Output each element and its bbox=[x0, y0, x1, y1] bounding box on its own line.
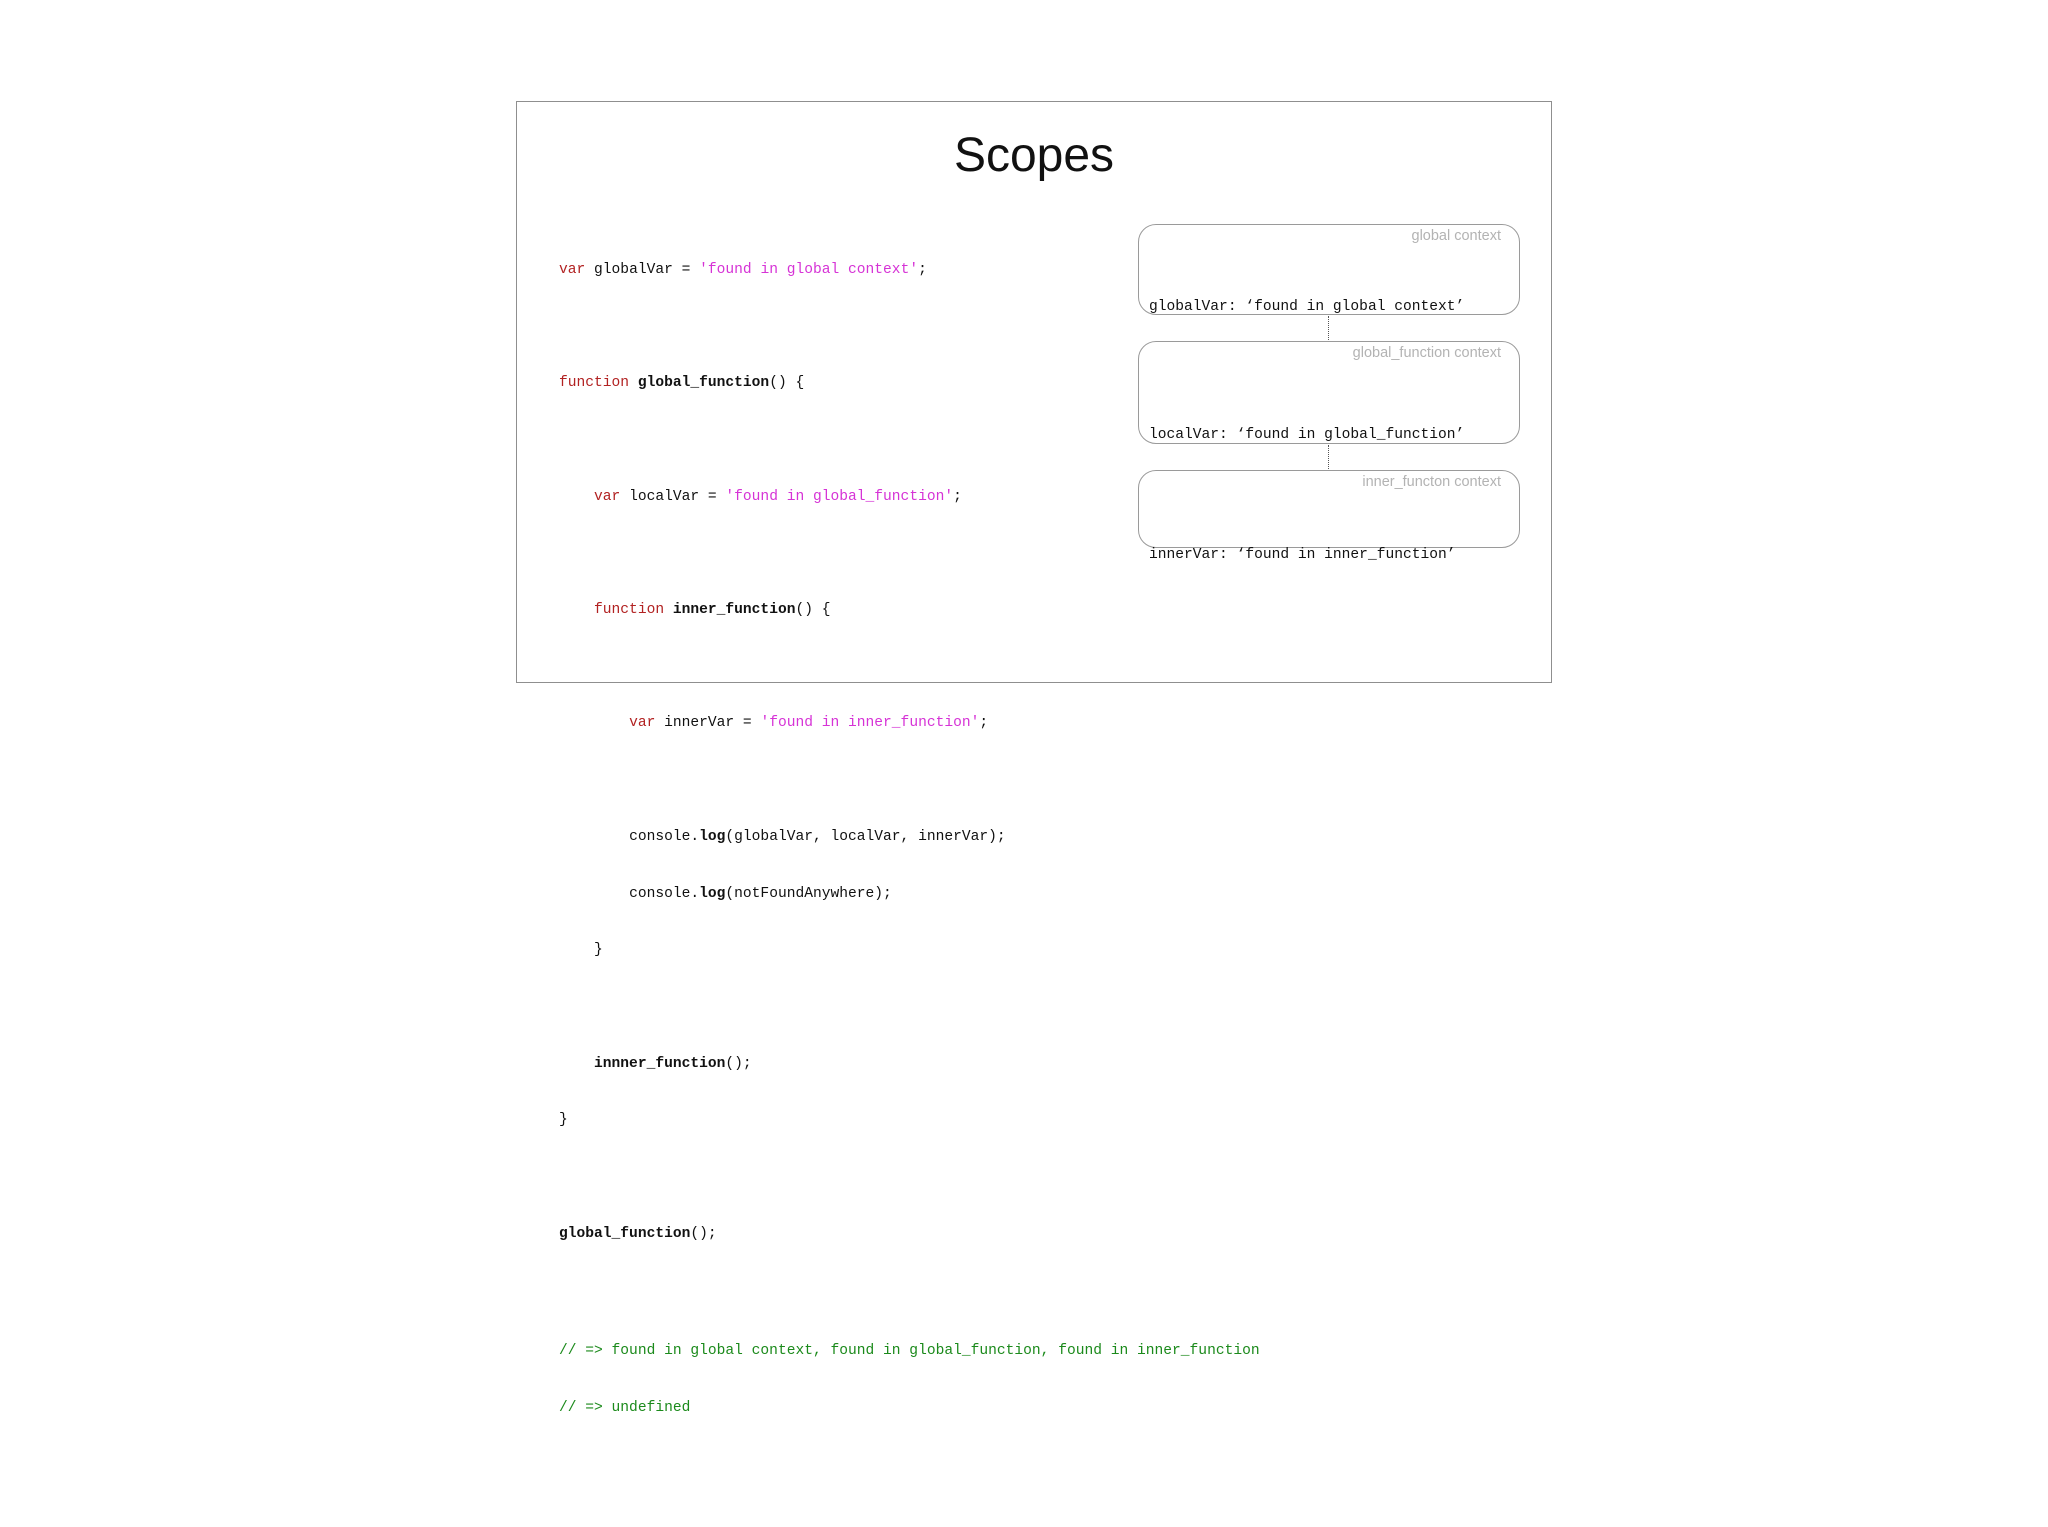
code-text: ; bbox=[918, 261, 927, 278]
code-text: () { bbox=[769, 375, 805, 392]
context-label: global_function context bbox=[1352, 345, 1501, 361]
code-function-name: innner_function bbox=[594, 1055, 726, 1072]
code-text bbox=[664, 602, 673, 618]
scope-chain-connector bbox=[1328, 445, 1329, 469]
code-line bbox=[559, 1055, 1260, 1074]
code-blank-line bbox=[559, 998, 1260, 1017]
code-blank-line bbox=[559, 1168, 1260, 1187]
code-text: } bbox=[559, 942, 603, 959]
code-blank-line bbox=[559, 771, 1260, 790]
code-text: globalVar = bbox=[585, 261, 700, 278]
context-body bbox=[1149, 507, 1456, 605]
code-comment: // => found in global context, found in global_function, found in inner_function bbox=[559, 1343, 1260, 1360]
code-keyword: var bbox=[629, 715, 656, 732]
code-function-name: global_function bbox=[637, 375, 770, 392]
context-entry: localVar: ‘found in global_function’ bbox=[1149, 427, 1465, 443]
context-entry: innerVar: ‘found in inner_function’ bbox=[1149, 547, 1456, 563]
code-text: (notFoundAnywhere); bbox=[725, 885, 892, 902]
slide bbox=[516, 101, 1552, 1416]
code-text: (globalVar, localVar, innerVar); bbox=[725, 828, 1006, 845]
code-method-name: log bbox=[699, 885, 726, 902]
code-indent bbox=[559, 715, 629, 731]
code-line bbox=[559, 1111, 1260, 1130]
code-comment: // => undefined bbox=[559, 1399, 691, 1416]
code-text: ; bbox=[979, 715, 989, 732]
code-line bbox=[559, 1225, 1260, 1244]
global-context-box bbox=[1138, 224, 1520, 315]
code-text bbox=[629, 375, 638, 391]
code-text: localVar = bbox=[620, 488, 726, 505]
code-string: 'found in global_function' bbox=[725, 488, 954, 505]
code-blank-line bbox=[559, 1281, 1260, 1304]
code-method-name: log bbox=[699, 828, 726, 845]
code-keyword: function bbox=[594, 602, 665, 619]
code-blank-line bbox=[559, 658, 1260, 677]
code-text: } bbox=[559, 1112, 568, 1129]
code-keyword: var bbox=[594, 488, 621, 505]
code-text: ; bbox=[953, 488, 962, 505]
code-keyword: function bbox=[559, 375, 630, 392]
slide-title: Scopes bbox=[953, 129, 1115, 182]
context-label: global context bbox=[1411, 228, 1501, 244]
inner-function-context-box bbox=[1138, 470, 1520, 563]
code-function-name: global_function bbox=[559, 1225, 691, 1242]
code-indent bbox=[559, 602, 594, 618]
code-text: innerVar = bbox=[655, 715, 761, 732]
code-text: () { bbox=[795, 602, 831, 619]
context-entry: globalVar: ‘found in global context’ bbox=[1149, 299, 1465, 315]
code-text: (); bbox=[725, 1055, 752, 1072]
code-text: console. bbox=[629, 828, 700, 845]
code-line bbox=[559, 828, 1260, 847]
context-label: inner_functon context bbox=[1362, 474, 1501, 490]
code-line bbox=[559, 941, 1260, 960]
code-line bbox=[559, 714, 1260, 733]
code-text: console. bbox=[629, 885, 700, 902]
scope-chain-connector bbox=[1328, 316, 1329, 340]
code-line bbox=[559, 885, 1260, 904]
code-indent bbox=[559, 886, 629, 902]
code-function-name: inner_function bbox=[672, 602, 796, 619]
code-text: (); bbox=[690, 1225, 717, 1242]
global-function-context-box bbox=[1138, 341, 1520, 444]
code-indent bbox=[559, 1056, 594, 1072]
code-string: 'found in global context' bbox=[699, 261, 919, 278]
code-indent bbox=[559, 489, 594, 505]
code-indent bbox=[559, 829, 629, 845]
code-keyword: var bbox=[559, 261, 586, 278]
code-string: 'found in inner_function' bbox=[760, 715, 980, 732]
